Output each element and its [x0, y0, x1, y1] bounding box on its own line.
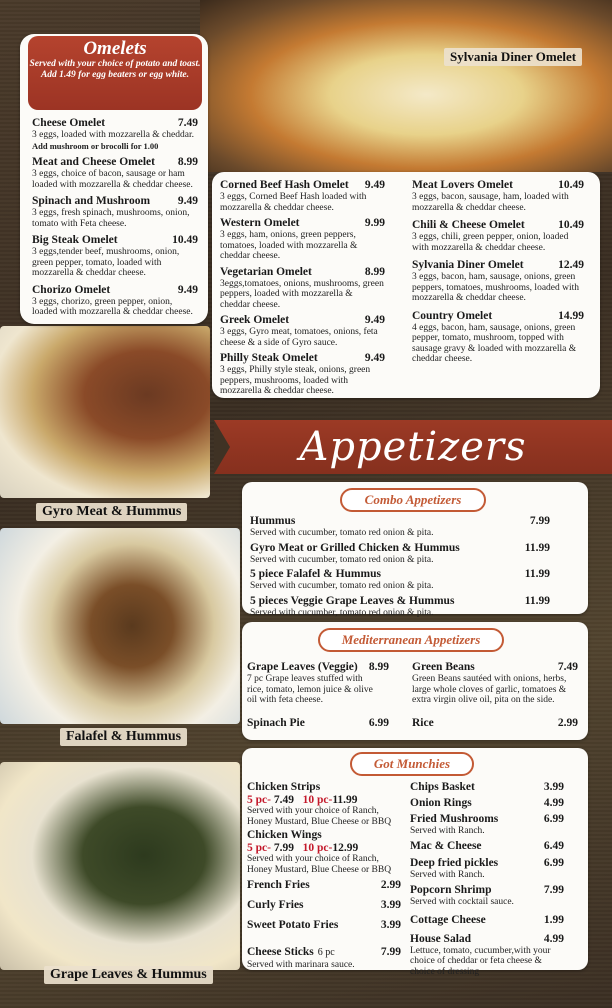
item-desc: Served with cucumber, tomato red onion & pita. [250, 554, 434, 565]
mediterranean-heading: Mediterranean Appetizers [318, 628, 504, 652]
item-qty: 6 pc [317, 947, 335, 958]
item-price: 7.99 [529, 515, 550, 527]
item-price: 11.99 [524, 594, 550, 607]
item-desc: Green Beans sautéed with onions, herbs, large whole cloves of garlic, tomatoes & extra virgin olive oil, pita on the side. [412, 674, 567, 705]
menu-item [250, 568, 550, 592]
item-note: Add mushroom or brocolli for 1.00 [32, 140, 159, 151]
menu-item [247, 942, 401, 971]
omelets-mid-list [220, 179, 385, 397]
grape-leaves-item [247, 661, 389, 706]
menu-item [32, 234, 198, 279]
item-desc: Served with your choice of Ranch, Honey Mustard, Blue Cheese or BBQ [247, 806, 392, 827]
menu-item [410, 797, 564, 810]
item-price: 7.99 [380, 946, 401, 958]
item-price: 3.99 [380, 899, 401, 911]
item-price: 4.99 [543, 797, 564, 809]
item-desc: 3 eggs, fresh spinach, mushrooms, onion, tomato with Feta cheese. [32, 208, 190, 229]
menu-item [412, 310, 584, 365]
item-price: 7.49 [557, 661, 578, 673]
item-desc: Served with cucumber, tomato red onion & pita. [250, 528, 434, 538]
item-desc: Served with marinara sauce. [247, 960, 355, 970]
item-price: 10.49 [558, 219, 584, 231]
menu-item [220, 352, 385, 397]
menu-item [220, 314, 385, 348]
menu-item [247, 829, 401, 875]
omelets-title: Omelets [83, 38, 147, 59]
item-name: Cheese Omelet [32, 117, 106, 129]
item-price: 9.49 [364, 352, 385, 364]
item-price: 11.99 [524, 541, 550, 554]
munchies-right-list [410, 781, 564, 977]
item-name: Hummus [250, 515, 296, 527]
item-name: Mac & Cheese [410, 839, 482, 852]
menu-item [247, 899, 401, 912]
item-name: Corned Beef Hash Omelet [220, 179, 349, 191]
item-desc: 3 eggs, chili, green pepper, onion, loaded with mozzarella & cheddar cheese. [412, 232, 569, 253]
combo-list [250, 515, 550, 618]
item-name: Sylvania Diner Omelet [412, 259, 524, 271]
portion-label: 10 pc- [302, 794, 333, 806]
item-price: 9.49 [177, 283, 198, 296]
item-desc: Served with cucumber, tomato red onion & pita. [250, 607, 434, 618]
item-name: Spinach Pie [247, 717, 305, 729]
item-price: 4.99 [543, 932, 564, 945]
item-name: Western Omelet [220, 217, 300, 229]
item-desc: 3 eggs, ham, onions, green peppers, tomatoes, loaded with mozzarella & cheddar cheese. [220, 230, 358, 261]
menu-item [410, 884, 564, 908]
item-name: Deep fried pickles [410, 856, 499, 869]
item-price: 6.49 [543, 839, 564, 852]
item-price: 9.49 [177, 195, 198, 207]
item-name: Curly Fries [247, 899, 304, 911]
item-name: Sweet Potato Fries [247, 919, 339, 931]
menu-item [250, 515, 550, 539]
item-price: 9.99 [364, 217, 385, 229]
item-price: 7.99 [273, 842, 294, 854]
portion-label: 5 pc- [247, 842, 271, 854]
item-name: Green Beans [412, 661, 475, 673]
item-name: French Fries [247, 879, 310, 891]
item-price: 7.49 [273, 794, 294, 806]
omelets-subtitle: Served with your choice of potato and toast. Add 1.49 for egg beaters or egg white. [29, 59, 201, 80]
menu-item [220, 179, 385, 213]
menu-item [32, 156, 198, 190]
item-name: Greek Omelet [220, 314, 290, 326]
item-price: 2.99 [557, 717, 578, 729]
item-desc: Served with Ranch. [410, 869, 485, 880]
appetizers-title: Appetizers [299, 424, 527, 470]
item-desc: 7 pc Grape leaves stuffed with rice, tomato, lemon juice & olive oil with feta cheese. [247, 674, 373, 705]
menu-item [247, 919, 401, 932]
menu-item [412, 219, 584, 253]
rice-item [412, 717, 578, 730]
item-price: 6.99 [368, 717, 389, 729]
item-desc: 3 eggs, Philly style steak, onions, green peppers, mushrooms, loaded with mozzarella & cheddar cheese. [220, 365, 371, 396]
omelets-right-list [412, 179, 584, 365]
item-price: 8.99 [364, 265, 385, 278]
grape-leaves-photo [0, 762, 240, 970]
falafel-photo [0, 528, 240, 724]
item-price: 7.49 [177, 117, 198, 129]
menu-item [247, 781, 401, 827]
menu-item [220, 266, 385, 311]
item-name: Chicken Strips [247, 781, 321, 793]
appetizers-ribbon [214, 420, 612, 474]
falafel-photo-caption: Falafel & Hummus [60, 728, 187, 746]
menu-item [247, 879, 401, 892]
item-name: Popcorn Shrimp [410, 884, 492, 896]
item-name: Fried Mushrooms [410, 813, 499, 825]
munchies-heading: Got Munchies [350, 752, 474, 776]
menu-item [410, 914, 564, 927]
item-name: Cottage Cheese [410, 913, 486, 926]
menu-item [220, 217, 385, 262]
omelet-photo [200, 0, 612, 172]
item-name: House Salad [410, 932, 472, 945]
item-name: Country Omelet [412, 309, 493, 322]
item-price: 8.99 [177, 156, 198, 168]
item-price: 6.99 [543, 856, 564, 869]
munchies-left-list [247, 781, 401, 971]
portion-label: 5 pc- [247, 794, 271, 806]
item-name: Vegetarian Omelet [220, 265, 312, 278]
item-desc: Served with Ranch. [410, 826, 485, 836]
omelets-left-list [32, 117, 198, 318]
item-desc: Lettuce, tomato, cucumber,with your choice of cheddar or feta cheese & choice of dressing [410, 945, 551, 977]
item-price: 12.99 [332, 842, 359, 854]
item-price: 3.99 [380, 919, 401, 931]
item-name: Meat and Cheese Omelet [32, 156, 155, 168]
item-name: Chorizo Omelet [32, 283, 111, 296]
item-name: 5 pieces Veggie Grape Leaves & Hummus [250, 594, 455, 607]
item-price: 9.49 [364, 314, 385, 326]
item-name: Rice [412, 717, 434, 729]
item-name: Chili & Cheese Omelet [412, 219, 525, 231]
item-desc: 3eggs,tomatoes, onions, mushrooms, green peppers, loaded with mozzarella & cheddar cheese. [220, 278, 384, 310]
item-desc: 3 eggs, Corned Beef Hash loaded with mozzarella & cheddar cheese. [220, 192, 367, 213]
menu-item [410, 933, 564, 978]
item-price: 10.49 [558, 179, 584, 191]
item-price: 11.99 [524, 568, 550, 580]
grape-photo-caption: Grape Leaves & Hummus [44, 966, 213, 984]
menu-item [410, 813, 564, 837]
item-desc: 3 eggs, bacon, sausage, ham, loaded with mozzarella & cheddar cheese. [412, 192, 569, 213]
menu-item [412, 179, 584, 213]
item-price: 3.99 [543, 781, 564, 793]
portion-label: 10 pc- [302, 842, 333, 854]
item-name: Cheese Sticks [247, 946, 314, 958]
item-price: 11.99 [332, 794, 358, 806]
item-price: 8.99 [368, 661, 389, 673]
menu-item [32, 284, 198, 318]
item-name: 5 piece Falafel & Hummus [250, 568, 381, 580]
item-desc: 3 eggs, bacon, ham, sausage, onions, green peppers, tomatoes, mushrooms, loaded with mozzarella & cheddar cheese. [412, 272, 580, 303]
item-desc: Served with cucumber, tomato red onion & pita. [250, 581, 434, 591]
menu-item [250, 542, 550, 566]
item-price: 10.49 [172, 234, 198, 246]
menu-item [410, 857, 564, 881]
menu-item [32, 195, 198, 229]
item-price: 14.99 [558, 309, 584, 322]
menu-item [412, 259, 584, 304]
menu-item [32, 117, 198, 151]
item-name: Philly Steak Omelet [220, 352, 318, 364]
item-desc: 4 eggs, bacon, ham, sausage, onions, green pepper, tomato, mushroom, topped with sausage gravy & loaded with mozzarella & cheddar cheese. [412, 322, 577, 364]
item-name: Grape Leaves (Veggie) [247, 661, 358, 673]
item-price: 6.99 [543, 813, 564, 825]
menu-item [410, 840, 564, 853]
item-name: Chips Basket [410, 781, 475, 793]
item-desc: 3 eggs, chorizo, green pepper, onion, loaded with mozzarella & cheddar cheese. [32, 296, 193, 317]
omelets-header [28, 36, 202, 110]
item-price: 2.99 [380, 879, 401, 891]
green-beans-item [412, 661, 578, 706]
item-name: Meat Lovers Omelet [412, 179, 513, 191]
item-name: Onion Rings [410, 797, 472, 809]
gyro-photo-caption: Gyro Meat & Hummus [36, 503, 187, 521]
item-name: Spinach and Mushroom [32, 195, 151, 207]
spinach-pie-item [247, 717, 389, 730]
gyro-photo [0, 326, 210, 498]
item-price: 7.99 [543, 884, 564, 896]
menu-item [410, 781, 564, 794]
item-name: Big Steak Omelet [32, 234, 118, 246]
item-desc: Served with your choice of Ranch, Honey Mustard, Blue Cheese or BBQ [247, 854, 392, 875]
omelet-photo-caption: Sylvania Diner Omelet [444, 48, 582, 66]
item-desc: Served with cocktail sauce. [410, 897, 514, 907]
item-desc: 3 eggs,tender beef, mushrooms, onion, green pepper, tomato, loaded with mozzarella & cheddar cheese. [32, 247, 180, 278]
item-price: 1.99 [543, 913, 564, 926]
item-price: 12.49 [558, 259, 584, 271]
menu-item [250, 595, 550, 619]
item-desc: 3 eggs, Gyro meat, tomatoes, onions, feta cheese & a side of Gyro sauce. [220, 327, 378, 348]
combo-heading: Combo Appetizers [340, 488, 486, 512]
item-price: 9.49 [364, 179, 385, 191]
item-name: Chicken Wings [247, 829, 322, 841]
item-name: Gyro Meat or Grilled Chicken & Hummus [250, 541, 460, 554]
item-desc: 3 eggs, choice of bacon, sausage or ham loaded with mozzarella & cheddar cheese. [32, 169, 193, 190]
item-desc: 3 eggs, loaded with mozzarella & cheddar. [32, 130, 194, 140]
